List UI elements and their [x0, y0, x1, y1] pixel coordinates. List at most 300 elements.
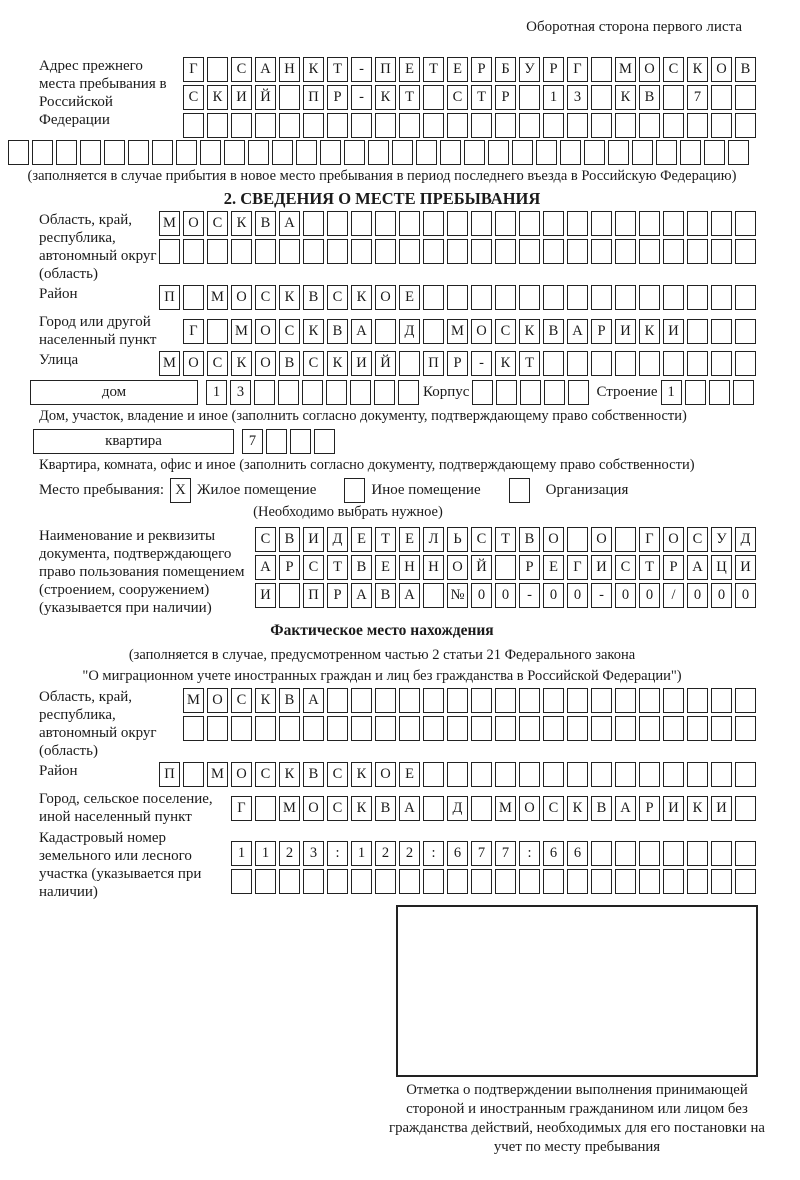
char-box[interactable] — [320, 140, 341, 165]
char-box[interactable] — [687, 841, 708, 866]
char-box[interactable] — [711, 762, 732, 787]
char-box[interactable]: М — [183, 688, 204, 713]
char-box[interactable]: Р — [543, 57, 564, 82]
char-box[interactable] — [735, 869, 756, 894]
char-box[interactable] — [735, 85, 756, 110]
char-box[interactable]: К — [231, 351, 252, 376]
char-box[interactable]: Т — [327, 555, 348, 580]
char-box[interactable] — [231, 239, 252, 264]
char-box[interactable] — [495, 869, 516, 894]
char-box[interactable] — [591, 762, 612, 787]
char-box[interactable] — [735, 239, 756, 264]
char-box[interactable]: Н — [279, 57, 300, 82]
char-box[interactable] — [447, 716, 468, 741]
char-box[interactable]: Й — [471, 555, 492, 580]
char-box[interactable] — [560, 140, 581, 165]
char-box[interactable]: К — [519, 319, 540, 344]
char-box[interactable]: 3 — [230, 380, 251, 405]
char-box[interactable] — [183, 716, 204, 741]
char-box[interactable] — [663, 716, 684, 741]
char-box[interactable] — [447, 113, 468, 138]
char-box[interactable] — [471, 796, 492, 821]
char-box[interactable] — [639, 285, 660, 310]
char-box[interactable] — [711, 688, 732, 713]
char-box[interactable] — [255, 869, 276, 894]
char-box[interactable]: 0 — [495, 583, 516, 608]
char-box[interactable]: О — [231, 762, 252, 787]
char-box[interactable] — [398, 380, 419, 405]
char-box[interactable] — [176, 140, 197, 165]
char-box[interactable]: С — [207, 211, 228, 236]
char-box[interactable]: А — [615, 796, 636, 821]
char-box[interactable] — [663, 85, 684, 110]
char-box[interactable] — [591, 239, 612, 264]
char-box[interactable] — [447, 285, 468, 310]
char-box[interactable]: С — [183, 85, 204, 110]
char-box[interactable] — [663, 211, 684, 236]
char-box[interactable] — [351, 239, 372, 264]
char-box[interactable]: Т — [471, 85, 492, 110]
char-box[interactable] — [327, 688, 348, 713]
char-box[interactable]: П — [303, 85, 324, 110]
char-box[interactable]: О — [639, 57, 660, 82]
char-box[interactable]: Е — [543, 555, 564, 580]
char-box[interactable] — [543, 211, 564, 236]
char-box[interactable] — [471, 239, 492, 264]
char-box[interactable] — [471, 716, 492, 741]
char-box[interactable] — [536, 140, 557, 165]
char-box[interactable]: 6 — [567, 841, 588, 866]
char-box[interactable]: 0 — [687, 583, 708, 608]
char-box[interactable] — [704, 140, 725, 165]
char-box[interactable]: Т — [375, 527, 396, 552]
char-box[interactable]: Р — [495, 85, 516, 110]
char-box[interactable]: : — [327, 841, 348, 866]
char-box[interactable]: И — [303, 527, 324, 552]
char-box[interactable] — [687, 869, 708, 894]
char-box[interactable] — [495, 555, 516, 580]
char-box[interactable]: Т — [327, 57, 348, 82]
char-box[interactable] — [735, 319, 756, 344]
char-box[interactable]: П — [159, 762, 180, 787]
char-box[interactable]: В — [303, 285, 324, 310]
char-box[interactable] — [512, 140, 533, 165]
char-box[interactable]: М — [159, 351, 180, 376]
char-box[interactable]: Е — [399, 762, 420, 787]
char-box[interactable]: 1 — [543, 85, 564, 110]
char-box[interactable] — [520, 380, 541, 405]
char-box[interactable]: С — [303, 351, 324, 376]
char-box[interactable]: 1 — [206, 380, 227, 405]
stay-type-checkbox-other[interactable] — [344, 478, 365, 503]
char-box[interactable]: С — [255, 527, 276, 552]
char-box[interactable]: С — [471, 527, 492, 552]
char-box[interactable]: Н — [399, 555, 420, 580]
char-box[interactable] — [733, 380, 754, 405]
char-box[interactable]: С — [447, 85, 468, 110]
char-box[interactable]: С — [615, 555, 636, 580]
char-box[interactable]: О — [591, 527, 612, 552]
char-box[interactable] — [255, 113, 276, 138]
char-box[interactable]: - — [519, 583, 540, 608]
char-box[interactable] — [519, 85, 540, 110]
char-box[interactable] — [519, 113, 540, 138]
char-box[interactable]: 1 — [231, 841, 252, 866]
char-box[interactable]: Т — [519, 351, 540, 376]
char-box[interactable] — [591, 841, 612, 866]
char-box[interactable] — [8, 140, 29, 165]
char-box[interactable] — [543, 285, 564, 310]
char-box[interactable]: Д — [399, 319, 420, 344]
char-box[interactable]: И — [591, 555, 612, 580]
char-box[interactable] — [231, 716, 252, 741]
char-box[interactable]: В — [375, 583, 396, 608]
char-box[interactable] — [447, 239, 468, 264]
char-box[interactable] — [615, 285, 636, 310]
char-box[interactable]: М — [207, 285, 228, 310]
char-box[interactable] — [615, 869, 636, 894]
char-box[interactable] — [447, 211, 468, 236]
char-box[interactable]: 7 — [687, 85, 708, 110]
char-box[interactable]: Р — [279, 555, 300, 580]
char-box[interactable] — [56, 140, 77, 165]
char-box[interactable] — [392, 140, 413, 165]
char-box[interactable]: В — [279, 688, 300, 713]
char-box[interactable]: Р — [471, 57, 492, 82]
char-box[interactable]: О — [255, 319, 276, 344]
char-box[interactable]: Г — [567, 57, 588, 82]
char-box[interactable] — [279, 869, 300, 894]
char-box[interactable]: О — [447, 555, 468, 580]
char-box[interactable] — [543, 688, 564, 713]
char-box[interactable]: К — [207, 85, 228, 110]
char-box[interactable] — [519, 688, 540, 713]
char-box[interactable]: 7 — [495, 841, 516, 866]
char-box[interactable]: Ц — [711, 555, 732, 580]
char-box[interactable] — [711, 285, 732, 310]
char-box[interactable]: 2 — [375, 841, 396, 866]
char-box[interactable]: К — [327, 351, 348, 376]
char-box[interactable] — [231, 113, 252, 138]
char-box[interactable]: М — [615, 57, 636, 82]
char-box[interactable] — [32, 140, 53, 165]
char-box[interactable]: К — [567, 796, 588, 821]
char-box[interactable]: С — [663, 57, 684, 82]
char-box[interactable] — [544, 380, 565, 405]
char-box[interactable] — [567, 285, 588, 310]
char-box[interactable] — [735, 285, 756, 310]
char-box[interactable]: С — [327, 796, 348, 821]
char-box[interactable] — [663, 762, 684, 787]
char-box[interactable]: У — [711, 527, 732, 552]
char-box[interactable] — [423, 113, 444, 138]
char-box[interactable] — [735, 351, 756, 376]
char-box[interactable]: О — [471, 319, 492, 344]
char-box[interactable] — [183, 113, 204, 138]
char-box[interactable]: В — [639, 85, 660, 110]
char-box[interactable]: С — [495, 319, 516, 344]
char-box[interactable] — [399, 351, 420, 376]
char-box[interactable] — [399, 239, 420, 264]
char-box[interactable]: 3 — [567, 85, 588, 110]
char-box[interactable] — [687, 211, 708, 236]
char-box[interactable] — [711, 85, 732, 110]
char-box[interactable]: А — [399, 583, 420, 608]
char-box[interactable]: А — [351, 319, 372, 344]
char-box[interactable] — [711, 841, 732, 866]
char-box[interactable] — [687, 351, 708, 376]
char-box[interactable]: О — [183, 211, 204, 236]
char-box[interactable] — [327, 211, 348, 236]
char-box[interactable]: 1 — [351, 841, 372, 866]
char-box[interactable]: М — [159, 211, 180, 236]
stay-type-checkbox-organization[interactable] — [509, 478, 530, 503]
char-box[interactable]: И — [255, 583, 276, 608]
char-box[interactable]: - — [351, 85, 372, 110]
char-box[interactable] — [423, 583, 444, 608]
char-box[interactable] — [656, 140, 677, 165]
char-box[interactable]: Р — [327, 85, 348, 110]
char-box[interactable] — [423, 869, 444, 894]
char-box[interactable]: Е — [375, 555, 396, 580]
char-box[interactable] — [447, 869, 468, 894]
char-box[interactable]: 2 — [279, 841, 300, 866]
char-box[interactable]: К — [687, 796, 708, 821]
char-box[interactable]: К — [279, 285, 300, 310]
char-box[interactable]: В — [255, 211, 276, 236]
char-box[interactable]: Д — [447, 796, 468, 821]
char-box[interactable] — [568, 380, 589, 405]
char-box[interactable] — [639, 762, 660, 787]
char-box[interactable]: О — [183, 351, 204, 376]
char-box[interactable] — [248, 140, 269, 165]
char-box[interactable]: Т — [639, 555, 660, 580]
char-box[interactable] — [615, 716, 636, 741]
char-box[interactable] — [152, 140, 173, 165]
char-box[interactable] — [303, 869, 324, 894]
char-box[interactable] — [639, 239, 660, 264]
char-box[interactable]: Т — [399, 85, 420, 110]
char-box[interactable]: И — [735, 555, 756, 580]
char-box[interactable] — [224, 140, 245, 165]
char-box[interactable] — [615, 113, 636, 138]
char-box[interactable] — [464, 140, 485, 165]
char-box[interactable] — [615, 841, 636, 866]
char-box[interactable] — [423, 285, 444, 310]
char-box[interactable] — [615, 239, 636, 264]
char-box[interactable]: 0 — [471, 583, 492, 608]
char-box[interactable] — [303, 716, 324, 741]
char-box[interactable]: О — [375, 762, 396, 787]
char-box[interactable] — [344, 140, 365, 165]
char-box[interactable]: В — [375, 796, 396, 821]
char-box[interactable] — [663, 239, 684, 264]
char-box[interactable] — [440, 140, 461, 165]
char-box[interactable] — [711, 239, 732, 264]
char-box[interactable] — [351, 869, 372, 894]
char-box[interactable]: С — [231, 57, 252, 82]
char-box[interactable] — [735, 796, 756, 821]
char-box[interactable] — [495, 113, 516, 138]
char-box[interactable] — [303, 211, 324, 236]
char-box[interactable]: С — [543, 796, 564, 821]
char-box[interactable] — [615, 211, 636, 236]
char-box[interactable] — [663, 869, 684, 894]
char-box[interactable]: А — [687, 555, 708, 580]
char-box[interactable]: С — [231, 688, 252, 713]
char-box[interactable]: О — [519, 796, 540, 821]
char-box[interactable] — [735, 211, 756, 236]
char-box[interactable] — [591, 113, 612, 138]
char-box[interactable] — [591, 716, 612, 741]
char-box[interactable] — [567, 688, 588, 713]
char-box[interactable] — [728, 140, 749, 165]
char-box[interactable]: А — [255, 555, 276, 580]
char-box[interactable]: С — [303, 555, 324, 580]
char-box[interactable] — [375, 716, 396, 741]
char-box[interactable]: И — [351, 351, 372, 376]
char-box[interactable]: К — [495, 351, 516, 376]
char-box[interactable] — [495, 211, 516, 236]
char-box[interactable]: К — [351, 796, 372, 821]
char-box[interactable] — [368, 140, 389, 165]
char-box[interactable]: Т — [423, 57, 444, 82]
char-box[interactable]: А — [567, 319, 588, 344]
char-box[interactable] — [663, 285, 684, 310]
char-box[interactable]: К — [639, 319, 660, 344]
char-box[interactable] — [687, 285, 708, 310]
char-box[interactable] — [183, 285, 204, 310]
char-box[interactable] — [399, 869, 420, 894]
char-box[interactable] — [543, 113, 564, 138]
stay-type-checkbox-residential[interactable]: X — [170, 478, 191, 503]
char-box[interactable] — [231, 869, 252, 894]
char-box[interactable]: В — [303, 762, 324, 787]
char-box[interactable]: К — [615, 85, 636, 110]
char-box[interactable] — [519, 211, 540, 236]
char-box[interactable] — [423, 211, 444, 236]
char-box[interactable] — [567, 113, 588, 138]
char-box[interactable]: 6 — [543, 841, 564, 866]
char-box[interactable] — [207, 716, 228, 741]
char-box[interactable]: В — [327, 319, 348, 344]
char-box[interactable] — [399, 211, 420, 236]
char-box[interactable]: О — [663, 527, 684, 552]
char-box[interactable]: А — [399, 796, 420, 821]
char-box[interactable]: М — [279, 796, 300, 821]
char-box[interactable]: Е — [399, 285, 420, 310]
char-box[interactable]: В — [591, 796, 612, 821]
char-box[interactable]: О — [231, 285, 252, 310]
char-box[interactable] — [375, 319, 396, 344]
char-box[interactable] — [615, 688, 636, 713]
char-box[interactable] — [663, 351, 684, 376]
char-box[interactable]: Й — [255, 85, 276, 110]
char-box[interactable] — [255, 716, 276, 741]
char-box[interactable]: А — [255, 57, 276, 82]
char-box[interactable]: С — [279, 319, 300, 344]
char-box[interactable]: М — [447, 319, 468, 344]
char-box[interactable]: Д — [327, 527, 348, 552]
char-box[interactable] — [639, 869, 660, 894]
char-box[interactable] — [711, 113, 732, 138]
char-box[interactable] — [735, 716, 756, 741]
char-box[interactable] — [543, 716, 564, 741]
char-box[interactable]: С — [255, 285, 276, 310]
char-box[interactable] — [423, 85, 444, 110]
char-box[interactable] — [639, 688, 660, 713]
char-box[interactable]: И — [615, 319, 636, 344]
char-box[interactable] — [200, 140, 221, 165]
char-box[interactable] — [567, 211, 588, 236]
char-box[interactable] — [519, 869, 540, 894]
char-box[interactable] — [711, 869, 732, 894]
char-box[interactable] — [687, 762, 708, 787]
char-box[interactable] — [591, 351, 612, 376]
char-box[interactable] — [278, 380, 299, 405]
char-box[interactable]: А — [303, 688, 324, 713]
char-box[interactable] — [255, 796, 276, 821]
char-box[interactable] — [711, 351, 732, 376]
char-box[interactable] — [711, 319, 732, 344]
char-box[interactable]: В — [543, 319, 564, 344]
char-box[interactable] — [350, 380, 371, 405]
char-box[interactable] — [207, 57, 228, 82]
char-box[interactable]: Б — [495, 57, 516, 82]
char-box[interactable] — [351, 113, 372, 138]
char-box[interactable]: 6 — [447, 841, 468, 866]
char-box[interactable] — [375, 869, 396, 894]
char-box[interactable] — [735, 113, 756, 138]
char-box[interactable] — [399, 688, 420, 713]
char-box[interactable]: С — [687, 527, 708, 552]
char-box[interactable]: 3 — [303, 841, 324, 866]
char-box[interactable] — [104, 140, 125, 165]
char-box[interactable]: 0 — [543, 583, 564, 608]
char-box[interactable]: 7 — [242, 429, 263, 454]
char-box[interactable] — [290, 429, 311, 454]
char-box[interactable] — [327, 113, 348, 138]
char-box[interactable]: В — [735, 57, 756, 82]
char-box[interactable] — [591, 57, 612, 82]
char-box[interactable]: - — [351, 57, 372, 82]
char-box[interactable]: И — [711, 796, 732, 821]
char-box[interactable] — [567, 869, 588, 894]
char-box[interactable] — [663, 113, 684, 138]
char-box[interactable] — [423, 716, 444, 741]
char-box[interactable]: Е — [399, 527, 420, 552]
char-box[interactable]: В — [519, 527, 540, 552]
char-box[interactable] — [495, 285, 516, 310]
char-box[interactable] — [632, 140, 653, 165]
char-box[interactable]: К — [375, 85, 396, 110]
char-box[interactable]: К — [303, 319, 324, 344]
char-box[interactable] — [472, 380, 493, 405]
char-box[interactable] — [375, 688, 396, 713]
char-box[interactable]: В — [279, 527, 300, 552]
char-box[interactable]: К — [231, 211, 252, 236]
char-box[interactable]: П — [303, 583, 324, 608]
char-box[interactable] — [423, 239, 444, 264]
char-box[interactable]: 2 — [399, 841, 420, 866]
char-box[interactable]: И — [663, 796, 684, 821]
char-box[interactable]: Г — [183, 57, 204, 82]
char-box[interactable]: О — [375, 285, 396, 310]
char-box[interactable] — [351, 211, 372, 236]
char-box[interactable] — [471, 688, 492, 713]
char-box[interactable] — [663, 841, 684, 866]
char-box[interactable] — [471, 285, 492, 310]
